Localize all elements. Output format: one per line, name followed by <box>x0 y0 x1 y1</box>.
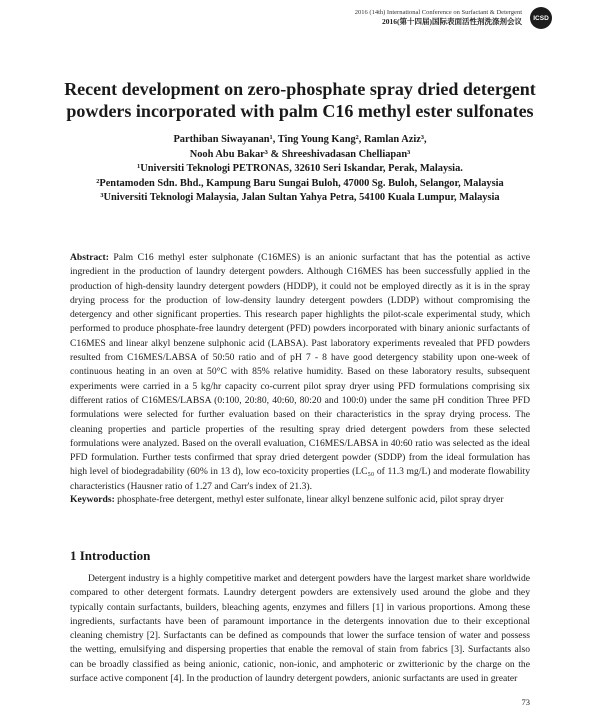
keywords-label: Keywords: <box>70 494 115 505</box>
page-number: 73 <box>521 697 530 707</box>
conference-header-english: 2016 (14th) International Conference on Surfactant & Detergent <box>354 9 522 16</box>
affiliation-3: ³Universiti Teknologi Malaysia, Jalan Sultan Yahya Petra, 54100 Kuala Lumpur, Malaysia <box>100 192 500 203</box>
author-line-2: Nooh Abu Bakar³ & Shreeshivadasan Chelliapan³ <box>189 148 411 160</box>
author-line-1: Parthiban Siwayanan¹, Ting Young Kang², Ramlan Aziz³, <box>173 134 427 145</box>
author-block <box>60 133 540 206</box>
affiliation-2: ²Pentamoden Sdn. Bhd., Kampung Baru Sungai Buloh, 47000 Sg. Buloh, Selangor, Malaysia <box>96 177 504 189</box>
abstract <box>70 251 530 494</box>
keywords <box>70 493 530 507</box>
abstract-text: Palm C16 methyl ester sulphonate (C16MES) is an anionic surfactant that has the potential as active ingredient in the production of laundry detergent powders. Although C16MES has been successfully applied in the production of high-density laundry detergent powders (HDDP), it could not be employed directly as it is in the spray drying process for the production of low-density laundry detergent powders (LDDP) without compromising the detergency and other significant properties. This research paper highlights the pilot-scale experimental study, which performed to produce phosphate-free laundry detergent (PFD) powders incorporated with binary anionic surfactants of C16MES and linear alkyl benzene sulphonic acid (LABSA). Past laboratory experiments revealed that PFD powders resulted from C16MES/LABSA of 50:50 ratio and of pH 7 - 8 have good detergency stability upon one-week of continuous heating in an oven at 50°C with 85% relative humidity. Based on these laboratory results, subsequent experiments were carried in a 5 kg/hr capacity co-current pilot spray dryer using PFD formulations comprising six different ratios of C16MES/LABSA (0:100, 20:80, 40:60, 80:20 and 100:0) under the same pH condition Three PFD formulations were selected for further evaluation based on their characteristics in the spray drying process. The cleaning properties and particle properties of the resulting spray dried detergent powders from these selected formulations were analyzed. Based on the overall evaluation, C16MES/LABSA in 40:60 ratio was selected as the ideal PFD formulation. Further tests confirmed that spray dried detergent powder (SDDP) from the ideal formulation has high level of biodegradability (60% in 13 d), low eco-toxicity properties (LC₅₀ of 11.3 mg/L) and moderate flowability characteristics (Hausner ratio of 1.27 and Carr's index of 21.3). <box>70 252 530 492</box>
abstract-label: Abstract: <box>70 252 109 263</box>
title-line-2: powders incorporated with palm C16 methyl ester sulfonates <box>66 101 534 121</box>
conference-header-chinese: 2016(第十四届)国际表面活性剂洗涤剂会议 <box>382 17 522 26</box>
conference-logo-icon: ICSD <box>530 7 552 29</box>
introduction-body: Detergent industry is a highly competitive market and detergent powders have the largest market share worldwide compared to other detergent formats. Laundry detergent powders are extensively used around the globe and they typically contain surfactants, builders, bleaching agents, enzymes and fillers [1] in various proportions. Among these ingredients, surfactants have been of paramount importance in the detergents innovation due to their exceptional cleaning chemistry [2]. Surfactants can be defined as compounds that lower the surface tension of water and possess the wetting, emulsifying and dispersing properties that enable the removal of stain from fabrics [3]. Surfactants also can be broadly classified as being anionic, cationic, non-ionic, and amphoteric or zwitterionic by the charge on the surface active component [4]. In the production of laundry detergent powders, anionic surfactants are used in greater <box>70 573 530 685</box>
title-line-1: Recent development on zero-phosphate spray dried detergent <box>64 79 536 99</box>
affiliation-1: ¹Universiti Teknologi PETRONAS, 32610 Seri Iskandar, Perak, Malaysia. <box>137 163 463 174</box>
paper-title <box>60 78 540 122</box>
keywords-text: phosphate-free detergent, methyl ester sulfonate, linear alkyl benzene sulfonic acid, pilot spray dryer <box>117 494 504 505</box>
section-heading-introduction: 1 Introduction <box>70 548 151 563</box>
conference-header <box>355 8 522 27</box>
